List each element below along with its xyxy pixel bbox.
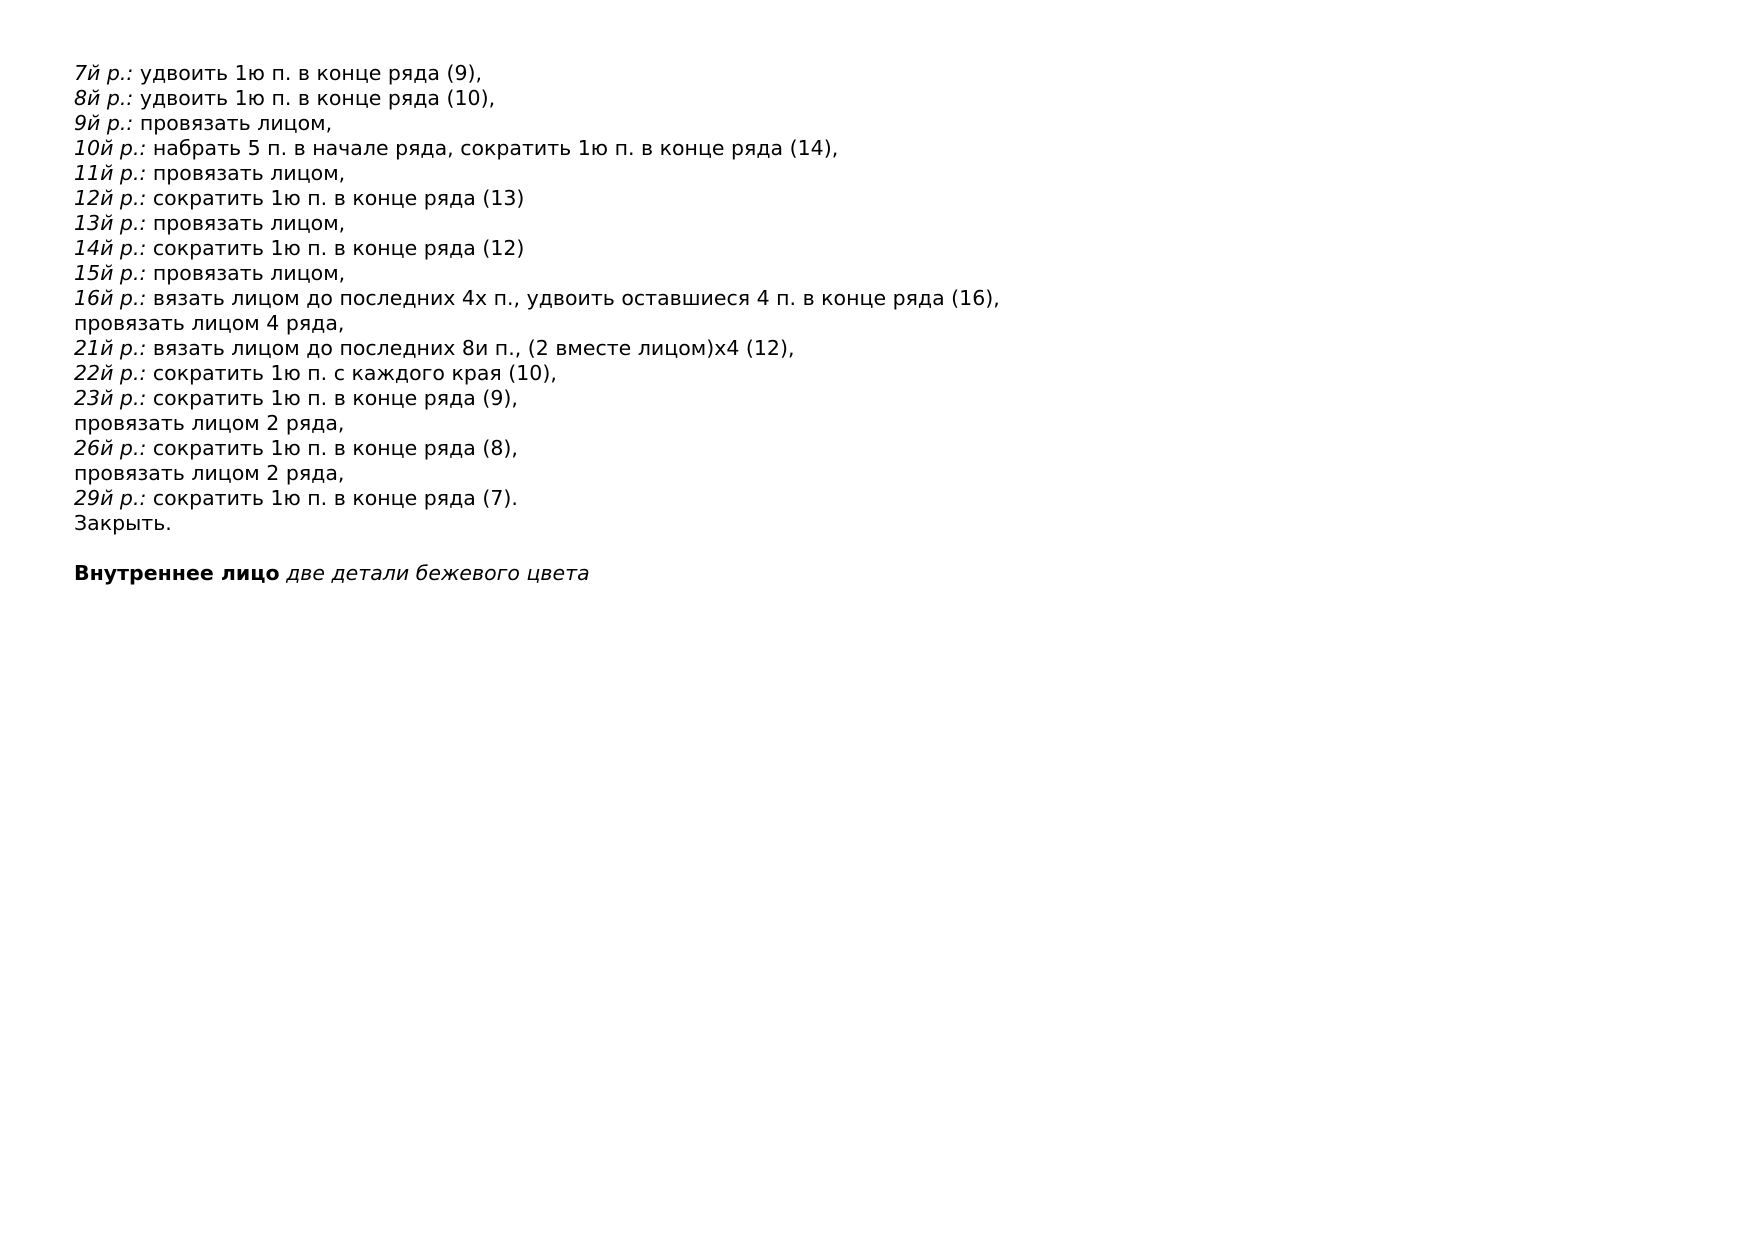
instruction-row: [74, 261, 1574, 286]
row-label: 8й р.:: [74, 86, 134, 110]
row-text: вязать лицом до последних 4х п., удвоить оставшиеся 4 п. в конце ряда (16),: [146, 286, 1000, 310]
row-text: сократить 1ю п. в конце ряда (7).: [146, 486, 518, 510]
row-text: набрать 5 п. в начале ряда, сократить 1ю п. в конце ряда (14),: [146, 136, 839, 160]
instruction-row: [74, 186, 1574, 211]
row-text: Закрыть.: [74, 511, 172, 535]
row-text: провязать лицом,: [133, 111, 333, 135]
row-label: 29й р.:: [74, 486, 147, 510]
row-text: провязать лицом 4 ряда,: [74, 311, 345, 335]
instruction-row: [74, 511, 1574, 536]
row-label: 11й р.:: [74, 161, 147, 185]
row-text: провязать лицом,: [146, 161, 346, 185]
row-label: 12й р.:: [74, 186, 147, 210]
row-label: 13й р.:: [74, 211, 147, 235]
row-text: сократить 1ю п. в конце ряда (9),: [146, 386, 518, 410]
row-label: 14й р.:: [74, 236, 147, 260]
instruction-row: [74, 336, 1574, 361]
instruction-row: [74, 436, 1574, 461]
row-text: удвоить 1ю п. в конце ряда (9),: [133, 61, 483, 85]
section-title: Внутреннее лицо: [74, 561, 280, 585]
instruction-row: [74, 311, 1574, 336]
instruction-list: [74, 61, 1574, 536]
instruction-row: [74, 161, 1574, 186]
row-label: 9й р.:: [74, 111, 134, 135]
row-label: 21й р.:: [74, 336, 147, 360]
row-text: сократить 1ю п. в конце ряда (8),: [146, 436, 518, 460]
row-label: 7й р.:: [74, 61, 134, 85]
instruction-row: [74, 111, 1574, 136]
instruction-row: [74, 461, 1574, 486]
document-page: [74, 61, 1574, 586]
instruction-row: [74, 236, 1574, 261]
instruction-row: [74, 386, 1574, 411]
row-text: удвоить 1ю п. в конце ряда (10),: [133, 86, 496, 110]
instruction-row: [74, 486, 1574, 511]
row-text: провязать лицом,: [146, 211, 346, 235]
row-label: 15й р.:: [74, 261, 147, 285]
row-text: сократить 1ю п. в конце ряда (13): [146, 186, 525, 210]
row-text: сократить 1ю п. в конце ряда (12): [146, 236, 525, 260]
instruction-row: [74, 211, 1574, 236]
row-label: 10й р.:: [74, 136, 147, 160]
row-text: вязать лицом до последних 8и п., (2 вместе лицом)х4 (12),: [146, 336, 795, 360]
instruction-row: [74, 411, 1574, 436]
row-text: провязать лицом 2 ряда,: [74, 411, 345, 435]
row-text: провязать лицом 2 ряда,: [74, 461, 345, 485]
instruction-row: [74, 61, 1574, 86]
row-label: 26й р.:: [74, 436, 147, 460]
section-heading: [74, 561, 1574, 586]
row-text: сократить 1ю п. с каждого края (10),: [146, 361, 557, 385]
instruction-row: [74, 136, 1574, 161]
instruction-row: [74, 86, 1574, 111]
instruction-row: [74, 286, 1574, 311]
row-label: 16й р.:: [74, 286, 147, 310]
section-note: две детали бежевого цвета: [286, 561, 590, 585]
row-label: 22й р.:: [74, 361, 147, 385]
instruction-row: [74, 361, 1574, 386]
row-text: провязать лицом,: [146, 261, 346, 285]
row-label: 23й р.:: [74, 386, 147, 410]
